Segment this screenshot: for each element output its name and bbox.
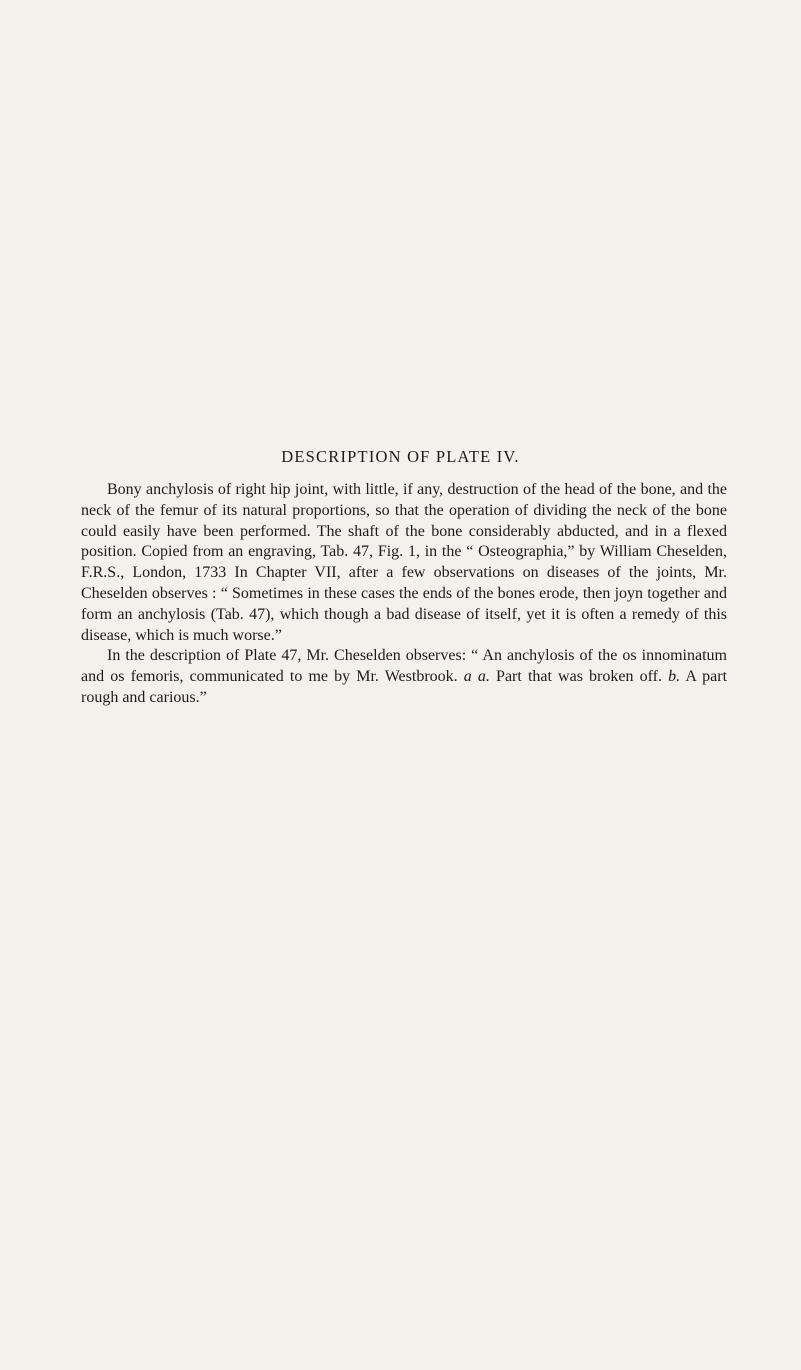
plate-heading: DESCRIPTION OF PLATE IV. xyxy=(281,447,520,466)
label-b: b. xyxy=(668,668,681,686)
plate-description xyxy=(81,480,727,709)
text-b: A part rough and carious.” xyxy=(81,668,728,706)
paragraph-1: Bony anchylosis of right hip joint, with little, if any, destruction of the head of the bone, and the neck of the femur of its natural proportions, so that the operation of dividing the neck of the bone could easily have been performed. The shaft of the bone considerably abducted, and in a flexed position. Copied from an engraving, Tab. 47, Fig. 1, in the “ Osteographia,” by William Cheselden, F.R.S., London, 1733 In Chapter VII, after a few observations on diseases of the joints, Mr. Cheselden observes : “ Sometimes in these cases the ends of the bones erode, then joyn together and form an anchylosis (Tab. 47), which though a bad disease of itself, yet it is often a remedy of this disease, which is much worse.” xyxy=(81,481,727,644)
label-a-a: a a. xyxy=(463,668,490,686)
text-a-a: Part that was broken off. xyxy=(496,668,662,686)
paragraph-2-lead: In the description of Plate 47, Mr. Cheselden observes: “ An anchylosis of the os innominatum and os femoris, communicated to me by Mr. Westbrook. xyxy=(81,647,727,686)
paragraph-2 xyxy=(81,646,727,708)
